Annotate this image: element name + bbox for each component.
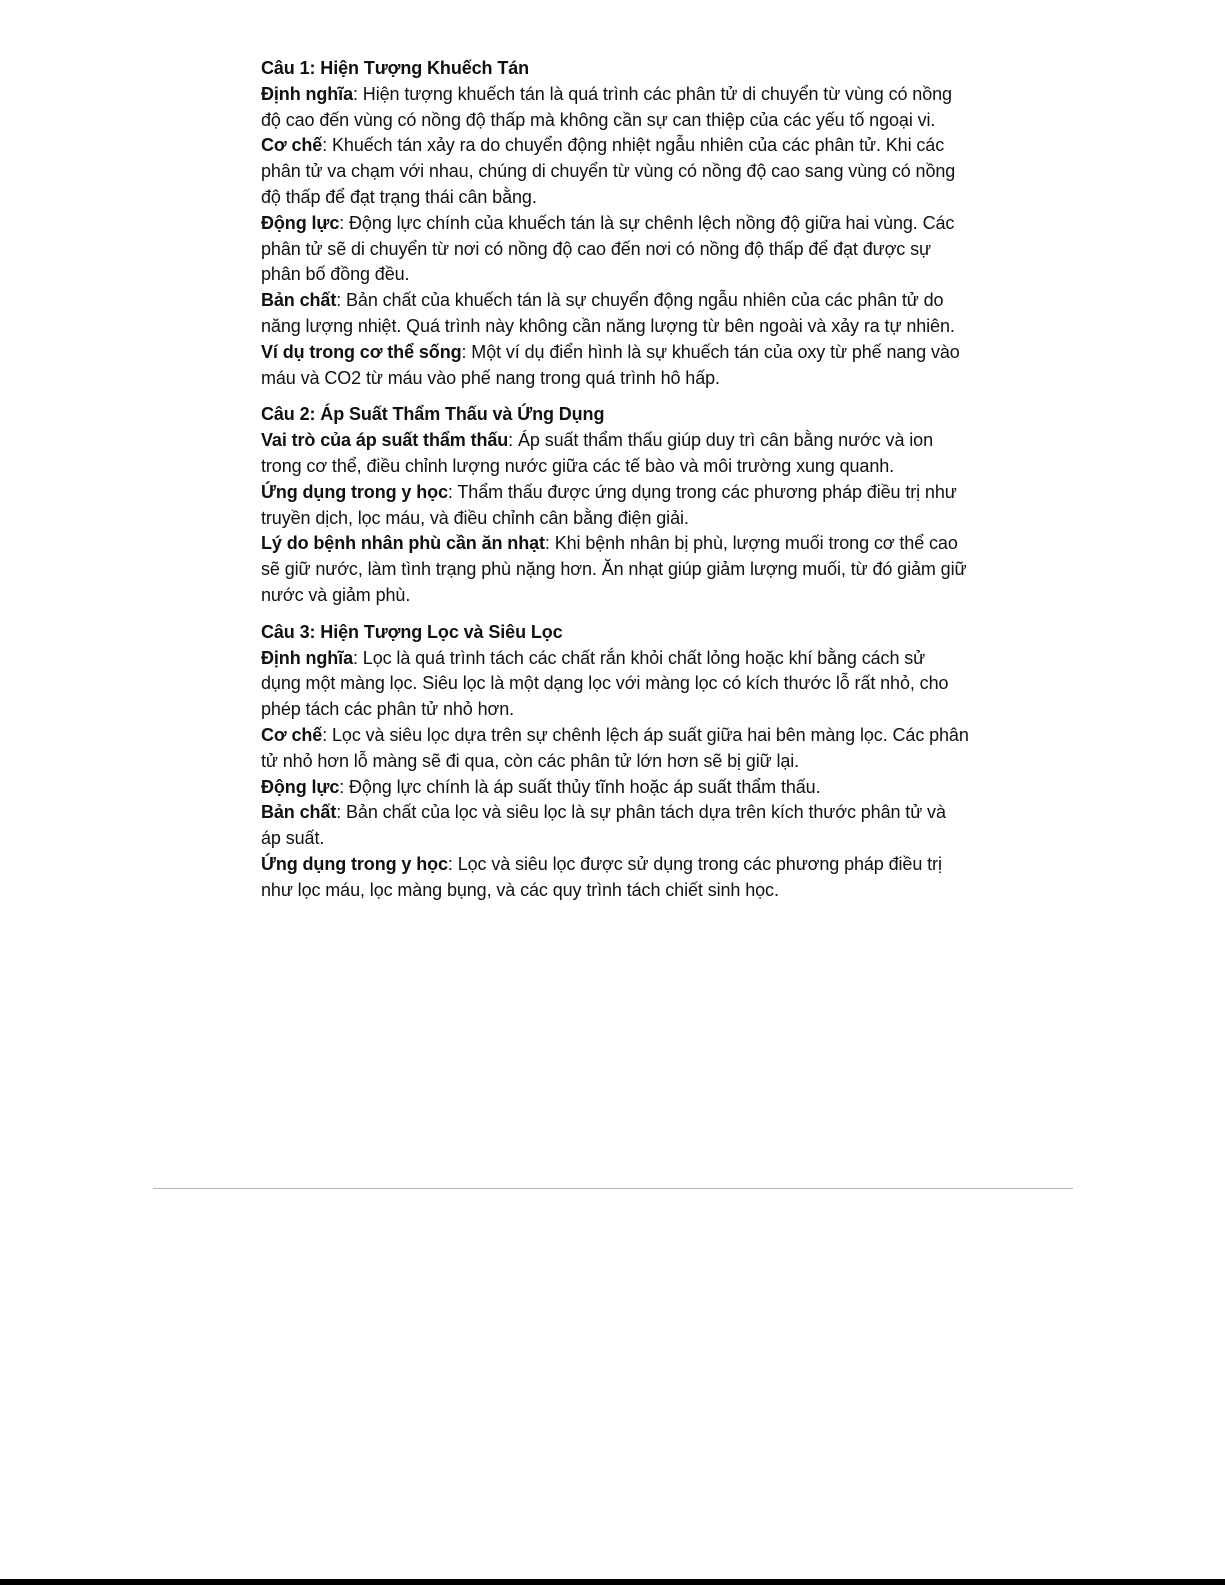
paragraph-ung-dung: [261, 480, 969, 532]
paragraph-text: : Thẩm thấu được ứng dụng trong các phương pháp điều trị như truyền dịch, lọc máu, và điều chỉnh cân bằng điện giải.: [261, 481, 957, 528]
section-heading: Câu 3: Hiện Tượng Lọc và Siêu Lọc: [261, 621, 563, 642]
paragraph-text: : Lọc và siêu lọc được sử dụng trong các phương pháp điều trị như lọc máu, lọc màng bụng, và các quy trình tách chiết sinh học.: [261, 853, 942, 900]
term-label: Bản chất: [261, 802, 337, 823]
term-label: Động lực: [261, 212, 340, 233]
term-label: Cơ chế: [261, 135, 323, 156]
paragraph-text: : Một ví dụ điển hình là sự khuếch tán của oxy từ phế nang vào máu và CO2 từ máu vào phế nang trong quá trình hô hấp.: [261, 341, 960, 388]
document-body: [261, 56, 969, 915]
paragraph-dinh-nghia: [261, 82, 969, 134]
section-heading: Câu 2: Áp Suất Thẩm Thấu và Ứng Dụng: [261, 404, 605, 425]
paragraph-co-che: [261, 723, 969, 775]
term-label: Động lực: [261, 776, 340, 797]
paragraph-vai-tro: [261, 428, 969, 480]
page-bottom-edge: [0, 1579, 1225, 1585]
paragraph-text: : Áp suất thẩm thấu giúp duy trì cân bằng nước và ion trong cơ thể, điều chỉnh lượng nước giữa các tế bào và môi trường xung quanh.: [261, 430, 933, 476]
paragraph-ung-dung: [261, 852, 969, 904]
term-label: Bản chất: [261, 290, 337, 311]
paragraph-ban-chat: [261, 800, 969, 852]
paragraph-text: : Lọc và siêu lọc dựa trên sự chênh lệch áp suất giữa hai bên màng lọc. Các phân tử nhỏ hơn lỗ màng sẽ đi qua, còn các phân tử lớn hơn sẽ bị giữ lại.: [261, 724, 969, 771]
paragraph-text: : Khuếch tán xảy ra do chuyển động nhiệt ngẫu nhiên của các phân tử. Khi các phân tử va chạm với nhau, chúng di chuyển từ vùng có nồng độ cao sang vùng có nồng độ thấp để đạt trạng thái cân bằng.: [261, 135, 956, 207]
section-cau-1: [261, 56, 969, 391]
paragraph-text: : Lọc là quá trình tách các chất rắn khỏi chất lỏng hoặc khí bằng cách sử dụng một màng lọc. Siêu lọc là một dạng lọc với màng lọc có kích thước lỗ rất nhỏ, cho phép tách các phân tử nhỏ hơn.: [261, 647, 949, 720]
paragraph-text: : Hiện tượng khuếch tán là quá trình các phân tử di chuyển từ vùng có nồng độ cao đến vùng có nồng độ thấp mà không cần sự can thiệp của các yếu tố ngoại vi.: [261, 83, 952, 130]
term-label: Ứng dụng trong y học: [261, 853, 448, 874]
page-divider: [153, 1188, 1073, 1189]
section-cau-2: [261, 402, 969, 608]
paragraph-vi-du: [261, 340, 969, 392]
section-heading: Câu 1: Hiện Tượng Khuếch Tán: [261, 58, 530, 78]
paragraph-dong-luc: [261, 775, 969, 801]
paragraph-text: : Động lực chính là áp suất thủy tĩnh hoặc áp suất thẩm thấu.: [339, 776, 821, 797]
paragraph-text: : Động lực chính của khuếch tán là sự chênh lệch nồng độ giữa hai vùng. Các phân tử sẽ di chuyển từ nơi có nồng độ cao đến nơi có nồng độ thấp để đạt được sự phân bố đồng đều.: [261, 212, 955, 285]
paragraph-dong-luc: [261, 211, 969, 288]
paragraph-text: : Khi bệnh nhân bị phù, lượng muối trong cơ thể cao sẽ giữ nước, làm tình trạng phù nặng hơn. Ăn nhạt giúp giảm lượng muối, từ đó giảm giữ nước và giảm phù.: [261, 533, 967, 605]
paragraph-co-che: [261, 133, 969, 210]
term-label: Định nghĩa: [261, 647, 353, 668]
term-label: Vai trò của áp suất thẩm thấu: [261, 430, 509, 451]
paragraph-ly-do: [261, 531, 969, 608]
section-cau-3: [261, 620, 969, 904]
paragraph-ban-chat: [261, 288, 969, 340]
term-label: Cơ chế: [261, 724, 323, 745]
term-label: Lý do bệnh nhân phù cần ăn nhạt: [261, 533, 545, 554]
term-label: Ứng dụng trong y học: [261, 481, 448, 502]
paragraph-dinh-nghia: [261, 646, 969, 723]
paragraph-text: : Bản chất của lọc và siêu lọc là sự phân tách dựa trên kích thước phân tử và áp suất.: [261, 802, 946, 849]
paragraph-text: : Bản chất của khuếch tán là sự chuyển động ngẫu nhiên của các phân tử do năng lượng nhiệt. Quá trình này không cần năng lượng từ bên ngoài và xảy ra tự nhiên.: [261, 290, 955, 336]
term-label: Định nghĩa: [261, 83, 353, 104]
term-label: Ví dụ trong cơ thể sống: [261, 341, 462, 362]
